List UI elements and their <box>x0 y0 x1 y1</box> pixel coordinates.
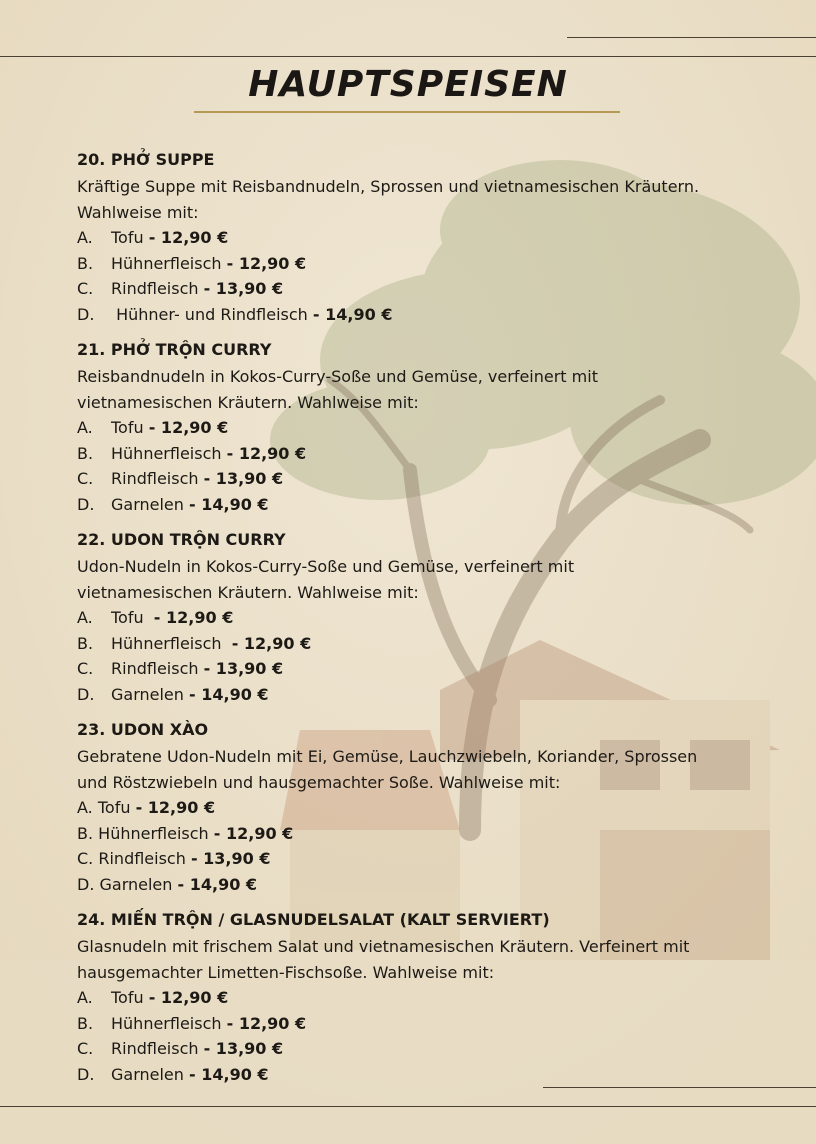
option-price: - 12,90 € <box>226 253 307 273</box>
dish-description: Kräftige Suppe mit Reisbandnudeln, Sprossen und vietnamesischen Kräutern. <box>77 177 700 196</box>
option-name: Hühnerfleisch <box>98 823 209 843</box>
dish-title: 23. UDON XÀO <box>77 720 209 739</box>
option-name: Hühnerfleisch <box>111 253 222 273</box>
option-name: Tofu <box>111 608 149 627</box>
option-letter: C. <box>77 469 94 488</box>
dish-option <box>77 492 777 518</box>
dish-description: hausgemachter Limetten-Fischsoße. Wahlweise mit: <box>77 962 495 982</box>
option-price: - 14,90 € <box>189 1064 269 1084</box>
option-price: - 12,90 € <box>231 633 312 653</box>
dish-option <box>77 441 777 467</box>
menu-dish <box>77 336 777 517</box>
option-price: - 12,90 € <box>213 823 294 843</box>
option-letter: D. <box>77 304 95 324</box>
option-name: Tofu <box>111 228 144 247</box>
option-name: Garnelen <box>111 494 184 514</box>
option-letter: B. <box>77 633 94 653</box>
option-letter: C. <box>77 279 94 298</box>
dish-option <box>77 225 777 251</box>
dish-description: Glasnudeln mit frischem Salat und vietnamesischen Kräutern. Verfeinert mit <box>77 937 690 956</box>
option-price: - 13,90 € <box>203 469 284 488</box>
option-name: Garnelen <box>111 684 184 704</box>
option-name: Rindfleisch <box>111 659 199 678</box>
dish-option <box>77 302 777 328</box>
dish-title: 21. PHỞ TRỘN CURRY <box>77 340 272 359</box>
option-price: - 13,90 € <box>190 849 271 868</box>
bottom-right-rule <box>543 1087 816 1088</box>
option-letter: B. <box>77 823 94 843</box>
option-price: - 14,90 € <box>189 494 269 514</box>
dish-option <box>77 846 777 872</box>
dish-title: 22. UDON TRỘN CURRY <box>77 530 286 549</box>
option-name: Rindfleisch <box>111 469 199 488</box>
option-letter: B. <box>77 253 94 273</box>
option-name: Hühnerfleisch <box>111 633 227 653</box>
dish-option <box>77 985 777 1011</box>
option-price: - 14,90 € <box>177 874 258 894</box>
option-letter: C. <box>77 1039 94 1058</box>
dish-description: Udon-Nudeln in Kokos-Curry-Soße und Gemüse, verfeinert mit <box>77 557 575 576</box>
dish-option <box>77 795 777 821</box>
option-name: Hühnerfleisch <box>111 443 222 463</box>
option-name: Rindfleisch <box>98 849 186 868</box>
option-price: - 12,90 € <box>153 608 234 627</box>
option-price: - 13,90 € <box>203 279 284 298</box>
option-letter: D. <box>77 684 95 704</box>
option-price: - 14,90 € <box>189 684 269 704</box>
option-letter: D. <box>77 494 95 514</box>
option-name: Garnelen <box>99 874 173 894</box>
dish-title: 24. MIẾN TRỘN / GLASNUDELSALAT (KALT SERVIERT) <box>77 910 550 929</box>
option-price: - 12,90 € <box>135 798 216 817</box>
dish-option <box>77 631 777 657</box>
option-letter: C. <box>77 659 94 678</box>
dish-option <box>77 251 777 277</box>
option-name: Tofu <box>111 418 144 437</box>
option-letter: C. <box>77 849 94 868</box>
dish-option <box>77 605 777 631</box>
title-underline <box>194 111 620 113</box>
option-letter: A. <box>77 228 93 247</box>
option-name: Hühnerfleisch <box>111 1013 222 1033</box>
option-price: - 12,90 € <box>148 988 229 1007</box>
menu-dish <box>77 146 777 327</box>
option-name: Tofu <box>111 988 144 1007</box>
option-letter: A. <box>77 608 93 627</box>
option-price: - 13,90 € <box>203 1039 284 1058</box>
dish-option <box>77 872 777 898</box>
dish-option <box>77 1036 777 1062</box>
dish-description: Gebratene Udon-Nudeln mit Ei, Gemüse, Lauchzwiebeln, Koriander, Sprossen <box>77 747 698 766</box>
option-price: - 13,90 € <box>203 659 284 678</box>
dish-option <box>77 276 777 302</box>
option-name: Rindfleisch <box>111 1039 199 1058</box>
bottom-rule <box>0 1106 816 1107</box>
menu-list <box>77 146 777 1096</box>
menu-dish <box>77 526 777 707</box>
option-price: - 14,90 € <box>312 304 393 324</box>
dish-option <box>77 1011 777 1037</box>
option-price: - 12,90 € <box>148 418 229 437</box>
dish-option <box>77 1062 777 1088</box>
option-letter: D. <box>77 874 95 894</box>
dish-option <box>77 415 777 441</box>
option-name: Rindfleisch <box>111 279 199 298</box>
dish-description: vietnamesischen Kräutern. Wahlweise mit: <box>77 582 419 602</box>
top-rule <box>0 56 816 57</box>
option-name: Tofu <box>97 798 131 817</box>
option-name: Garnelen <box>111 1064 184 1084</box>
option-letter: A. <box>77 418 93 437</box>
dish-option <box>77 466 777 492</box>
dish-description: vietnamesischen Kräutern. Wahlweise mit: <box>77 392 419 412</box>
dish-option <box>77 682 777 708</box>
option-letter: A. <box>77 798 93 817</box>
dish-description: Wahlweise mit: <box>77 202 199 222</box>
dish-description: und Röstzwiebeln und hausgemachter Soße. Wahlweise mit: <box>77 772 561 792</box>
top-right-rule <box>567 37 816 38</box>
dish-option <box>77 656 777 682</box>
option-letter: D. <box>77 1064 95 1084</box>
dish-title: 20. PHỞ SUPPE <box>77 150 215 169</box>
menu-dish <box>77 716 777 897</box>
option-letter: B. <box>77 1013 94 1033</box>
dish-option <box>77 821 777 847</box>
option-name: Hühner- und Rindfleisch <box>111 304 308 324</box>
page-title: HAUPTSPEISEN <box>248 64 568 105</box>
option-price: - 12,90 € <box>226 443 307 463</box>
option-price: - 12,90 € <box>148 228 229 247</box>
menu-dish <box>77 906 777 1087</box>
option-price: - 12,90 € <box>226 1013 307 1033</box>
option-letter: B. <box>77 443 94 463</box>
option-letter: A. <box>77 988 93 1007</box>
dish-description: Reisbandnudeln in Kokos-Curry-Soße und Gemüse, verfeinert mit <box>77 367 598 386</box>
